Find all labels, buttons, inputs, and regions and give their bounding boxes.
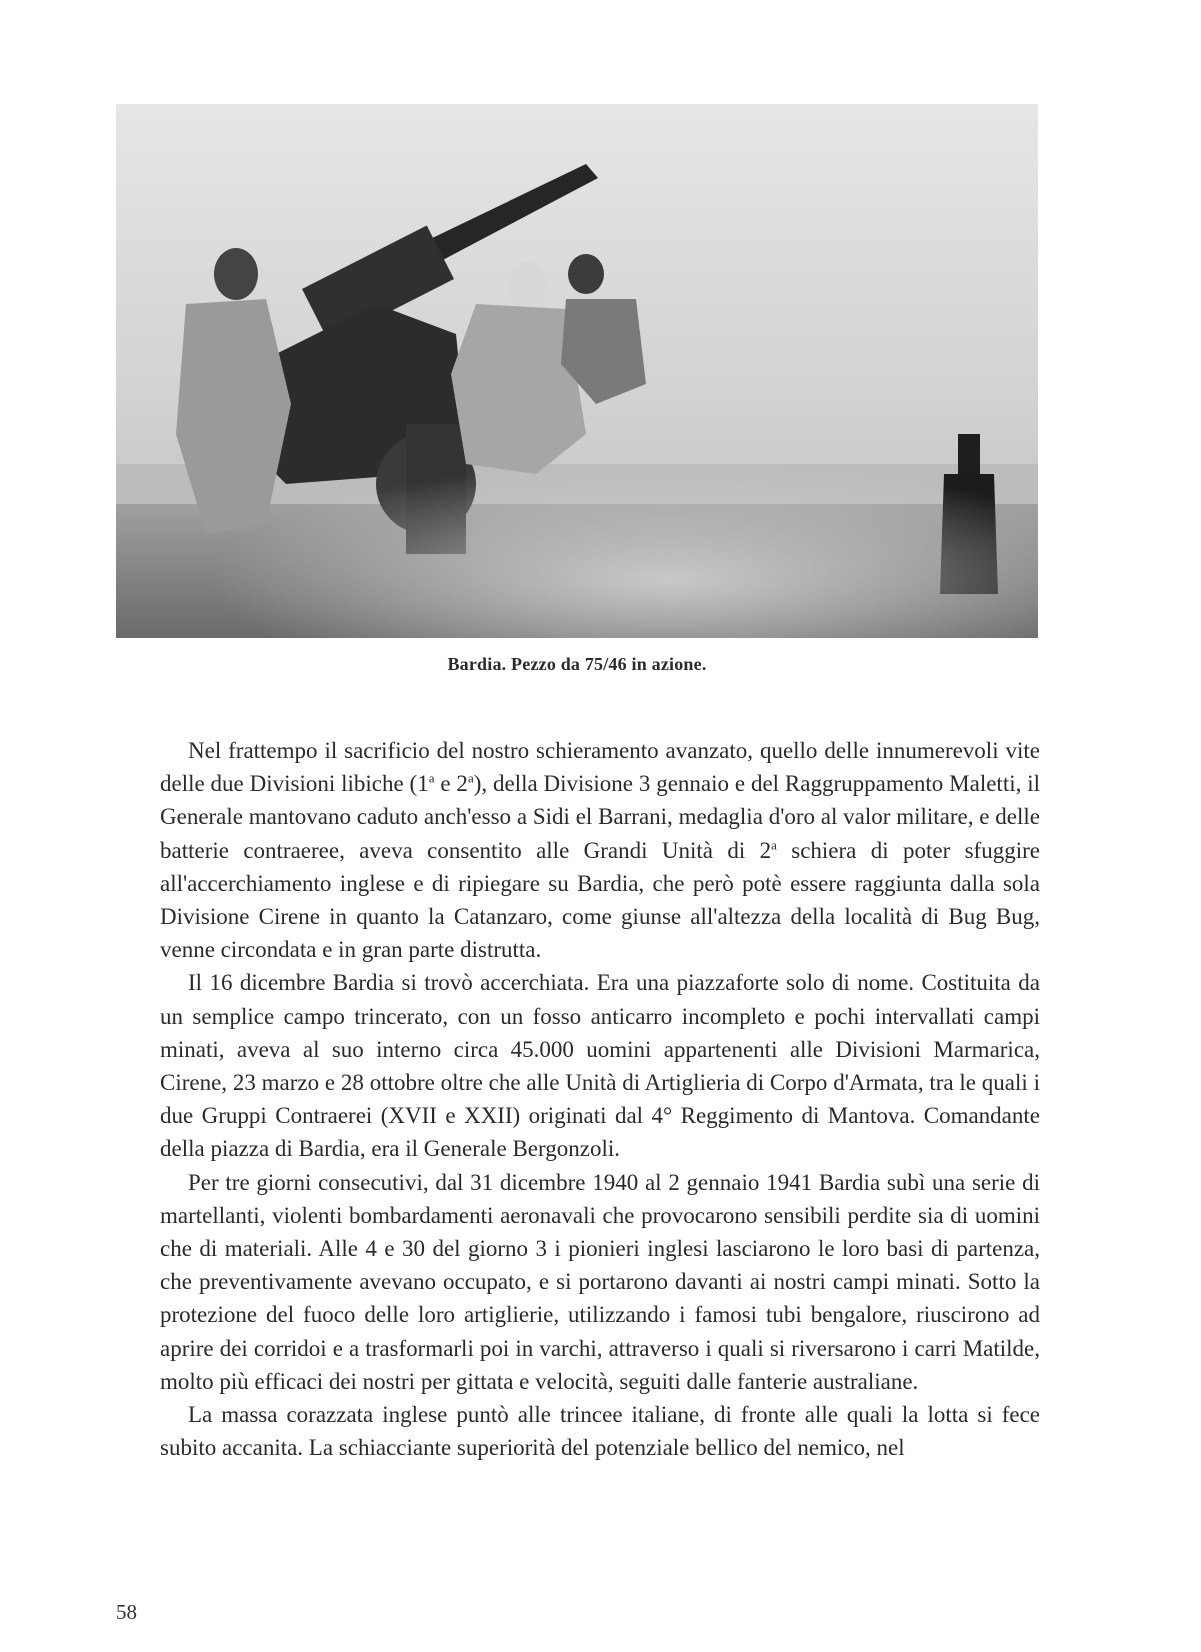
paragraph-3: Per tre giorni consecutivi, dal 31 dicembre 1940 al 2 gennaio 1941 Bardia subì una serie di martellanti, violenti bombardamenti aeronavali che provocarono sensibili perdite sia di uomini che di materiali. Alle 4 e 30 del giorno 3 i pionieri inglesi lasciarono le loro basi di partenza, che preventivamente avevano occupato, e si portarono davanti ai nostri campi minati. Sotto la protezione del fuoco delle loro artiglierie, utilizzando i famosi tubi bengalore, riuscirono ad aprire dei corridoi e a trasformarli poi in varchi, attraverso i quali si riversarono i carri Matilde, molto più efficaci dei nostri per gittata e velocità, seguiti dalle fanterie australiane. bbox=[160, 1169, 1040, 1394]
paragraph-4: La massa corazzata inglese puntò alle trincee italiane, di fronte alle quali la lotta si fece subito accanita. La schiacciante superiorità del potenziale bellico del nemico, nel bbox=[160, 1402, 1040, 1461]
photo-anti-aircraft-gun bbox=[116, 104, 1038, 638]
photo-icon bbox=[116, 104, 1038, 638]
paragraph-1: Nel frattempo il sacrificio del nostro schieramento avanzato, quello delle innumerevoli vite delle due Divisioni libiche (1$^a$ e 2$^a$), della Divisione 3 gennaio e del Raggruppamento Maletti, il Generale mantovano caduto anch'esso a Sidi el Barrani, medaglia d'oro al valor militare, e delle batterie contraeree, aveva consentito alle Grandi Unità di 2$^a$ schiera di poter sfuggire all'accerchiamento inglese e di ripiegare su Bardia, che però potè essere raggiunta dalla sola Divisione Cirene in quanto la Catanzaro, come giunse all'altezza della località di Bug Bug, venne circondata e in gran parte distrutta. bbox=[160, 738, 1040, 963]
paragraph-2: Il 16 dicembre Bardia si trovò accerchiata. Era una piazzaforte solo di nome. Costituita da un semplice campo trincerato, con un fosso anticarro incompleto e pochi intervallati campi minati, aveva al suo interno circa 45.000 uomini appartenenti alle Divisioni Marmarica, Cirene, 23 marzo e 28 ottobre oltre che alle Unità di Artiglieria di Corpo d'Armata, tra le quali i due Gruppi Contraerei (XVII e XXII) originati dal 4° Reggimento di Mantova. Comandante della piazza di Bardia, era il Generale Bergonzoli. bbox=[160, 970, 1040, 1162]
body-text bbox=[160, 734, 1040, 1464]
page-number: 58 bbox=[116, 1600, 137, 1624]
photo-caption: Bardia. Pezzo da 75/46 in azione. bbox=[447, 654, 707, 674]
